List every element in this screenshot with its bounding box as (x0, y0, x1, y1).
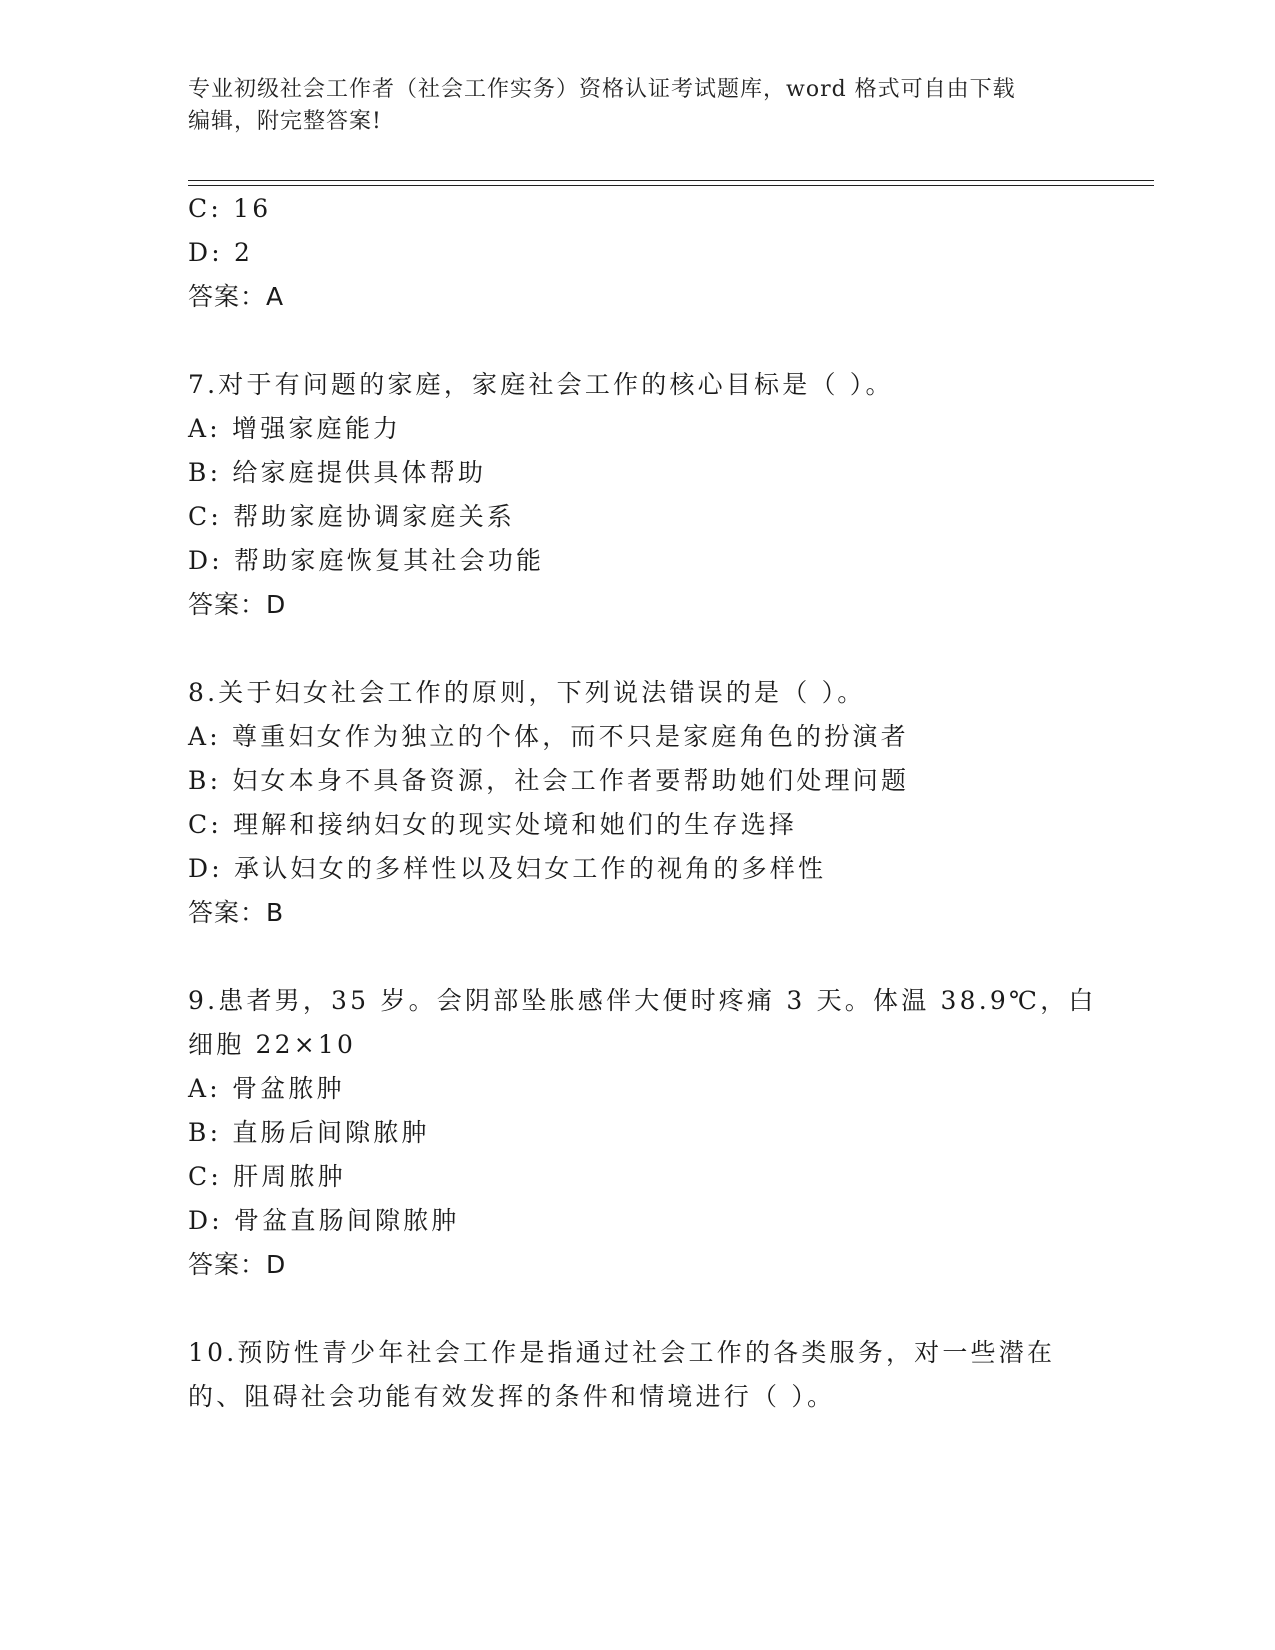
q9-option-a: A: 骨盆脓肿 (188, 1074, 345, 1103)
prev-answer: 答案：A (188, 282, 285, 311)
q7-option-c: C: 帮助家庭协调家庭关系 (188, 502, 516, 531)
q9-option-d: D: 骨盆直肠间隙脓肿 (188, 1206, 460, 1235)
prev-option-d: D: 2 (188, 238, 254, 267)
q10-stem-line-2: 的、阻碍社会功能有效发挥的条件和情境进行（ ）。 (188, 1382, 836, 1411)
q7-option-d: D: 帮助家庭恢复其社会功能 (188, 546, 545, 575)
q7-option-b: B: 给家庭提供具体帮助 (188, 458, 487, 487)
q9-stem-line-1: 9.患者男，35 岁。会阴部坠胀感伴大便时疼痛 3 天。体温 38.9℃，白 (188, 986, 1097, 1015)
header-line-2: 编辑，附完整答案! (188, 109, 382, 134)
q8-answer: 答案：B (188, 898, 285, 927)
q8-option-c: C: 理解和接纳妇女的现实处境和她们的生存选择 (188, 810, 798, 839)
q8-option-a: A: 尊重妇女作为独立的个体，而不只是家庭角色的扮演者 (188, 722, 909, 751)
q9-option-c: C: 肝周脓肿 (188, 1162, 346, 1191)
prev-option-c: C: 16 (188, 194, 272, 223)
q7-answer: 答案：D (188, 590, 287, 619)
q7-option-a: A: 增强家庭能力 (188, 414, 402, 443)
q8-option-d: D: 承认妇女的多样性以及妇女工作的视角的多样性 (188, 854, 827, 883)
q9-answer: 答案：D (188, 1250, 287, 1279)
q7-stem: 7.对于有问题的家庭，家庭社会工作的核心目标是（ ）。 (188, 370, 894, 399)
q9-stem-line-2: 细胞 22×10 (188, 1030, 357, 1059)
q8-option-b: B: 妇女本身不具备资源，社会工作者要帮助她们处理问题 (188, 766, 910, 795)
header-divider-bottom (188, 185, 1154, 186)
document-header (188, 74, 1068, 138)
header-divider-top (188, 180, 1154, 181)
q8-stem: 8.关于妇女社会工作的原则，下列说法错误的是（ ）。 (188, 678, 866, 707)
q9-option-b: B: 直肠后间隙脓肿 (188, 1118, 430, 1147)
header-line-1: 专业初级社会工作者（社会工作实务）资格认证考试题库，word 格式可自由下载 (188, 77, 1016, 102)
q10-stem-line-1: 10.预防性青少年社会工作是指通过社会工作的各类服务，对一些潜在 (188, 1338, 1056, 1367)
